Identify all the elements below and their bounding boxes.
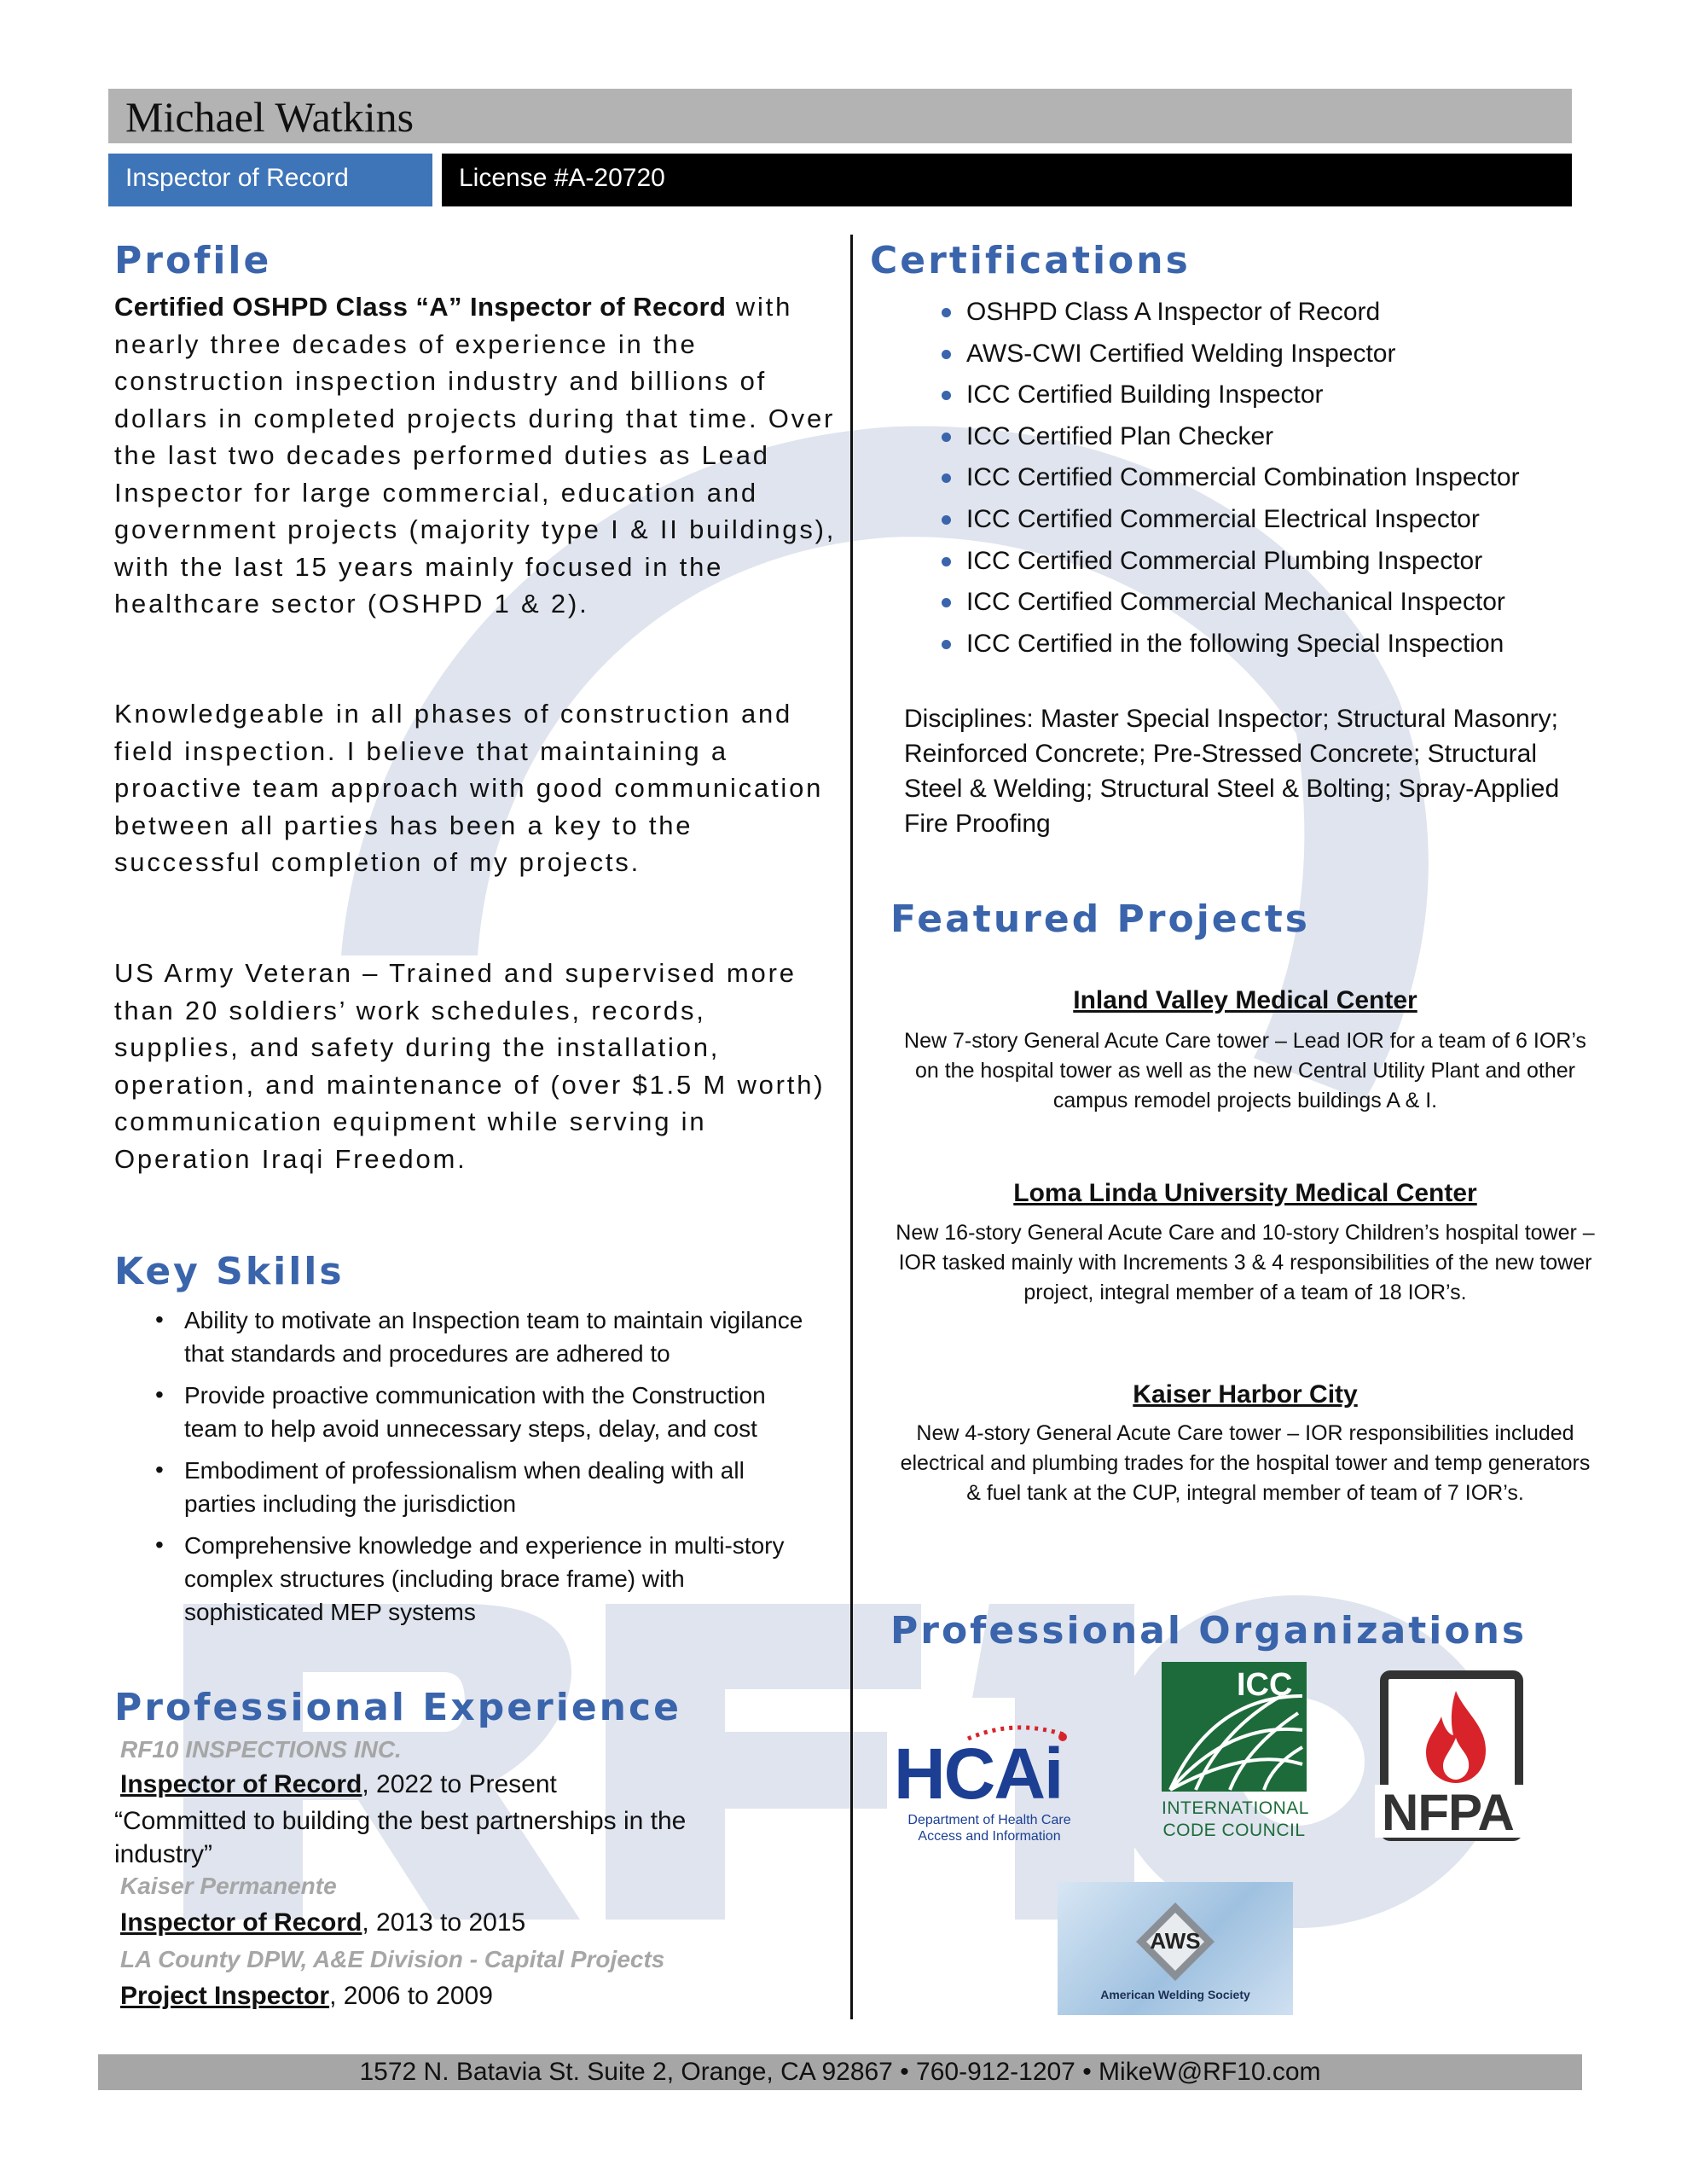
license-badge — [442, 154, 1572, 206]
certification-item: ICC Certified Commercial Combination Inspector — [870, 457, 1520, 499]
column-divider — [850, 235, 853, 2019]
certification-item: ICC Certified in the following Special Inspection — [870, 624, 1520, 665]
name-banner — [108, 89, 1572, 143]
experience-dates: , 2022 to Present — [362, 1770, 557, 1798]
icc-wordmark: ICC — [1237, 1667, 1293, 1703]
job-title: Inspector of Record — [125, 164, 349, 192]
experience-role-line — [120, 1770, 557, 1799]
nfpa-wordmark: NFPA — [1382, 1784, 1514, 1841]
profile-paragraph-2: Knowledgeable in all phases of construction and field inspection. I believe that maintaining a proactive team approach with good communication between all parties has been a key to the successful completion of my projects. — [114, 699, 824, 877]
contact-footer — [98, 2054, 1582, 2090]
project-title: Kaiser Harbor City — [1133, 1380, 1358, 1409]
profile-paragraph-1 — [114, 288, 848, 623]
project-title: Inland Valley Medical Center — [1073, 986, 1417, 1014]
key-skills-list — [114, 1304, 814, 1637]
certification-item: AWS-CWI Certified Welding Inspector — [870, 334, 1520, 375]
organizations-heading: Professional Organizations — [890, 1609, 1528, 1653]
certification-item: ICC Certified Building Inspector — [870, 375, 1520, 416]
experience-dates: , 2013 to 2015 — [362, 1908, 526, 1937]
certification-item: ICC Certified Plan Checker — [870, 416, 1520, 458]
certifications-list — [870, 292, 1520, 665]
experience-company: LA County DPW, A&E Division - Capital Projects — [120, 1946, 665, 1972]
featured-projects-heading: Featured Projects — [890, 897, 1310, 941]
aws-caption: American Welding Society — [1100, 1988, 1250, 2001]
key-skills-heading: Key Skills — [114, 1250, 345, 1293]
project-description: New 16-story General Acute Care and 10-story Children’s hospital tower – IOR tasked mainly with Increments 3 & 4 responsibilities of the new tower project, integral member of a team of 18 IOR’s. — [896, 1221, 1595, 1304]
project-title: Loma Linda University Medical Center — [1013, 1179, 1477, 1207]
skill-item: • Provide proactive communication with the Construction team to help avoid unnecessary steps, delay, and cost — [114, 1379, 814, 1445]
experience-role: Inspector of Record — [120, 1908, 362, 1937]
icc-caption-line1: INTERNATIONAL — [1162, 1798, 1309, 1818]
title-badge — [108, 154, 432, 206]
experience-role: Project Inspector — [120, 1982, 330, 2010]
experience-dates: , 2006 to 2009 — [329, 1982, 493, 2010]
profile-intro-text: with nearly three decades of experience in the construction inspection industry and billions of dollars in completed projects during that time. Over the last two decades performed duties as Lead Inspector for large commercial, education and government projects (majority type I & II buildings), with the last 15 years mainly focused in the healthcare sector (OSHPD 1 & 2). — [114, 292, 837, 619]
icc-caption-line2: CODE COUNCIL — [1162, 1821, 1306, 1840]
hcai-logo — [887, 1720, 1092, 1848]
certifications-heading: Certifications — [870, 239, 1191, 282]
company-quote: “Committed to building the best partnerships in the industry” — [114, 1807, 687, 1868]
profile-heading: Profile — [114, 239, 272, 282]
profile-intro-bold: Certified OSHPD Class “A” Inspector of Record — [114, 292, 727, 322]
flame-icon — [1417, 1691, 1494, 1785]
hcai-caption-line1: Department of Health Care — [907, 1813, 1071, 1827]
experience-heading: Professional Experience — [114, 1686, 681, 1729]
skill-item: • Embodiment of professionalism when dealing with all parties including the jurisdiction — [114, 1454, 814, 1520]
certification-item: ICC Certified Commercial Electrical Inspector — [870, 499, 1520, 541]
aws-logo — [1058, 1882, 1293, 2015]
certification-item: OSHPD Class A Inspector of Record — [870, 292, 1520, 334]
license-number: License #A-20720 — [459, 164, 665, 192]
hcai-wordmark: HCAi — [894, 1734, 1063, 1814]
person-name: Michael Watkins — [125, 93, 415, 141]
project-description: New 7-story General Acute Care tower – Lead IOR for a team of 6 IOR’s on the hospital tower as well as the new Central Utility Plant and other campus remodel projects buildings A & I. — [904, 1029, 1586, 1112]
certification-item: ICC Certified Commercial Mechanical Inspector — [870, 582, 1520, 624]
experience-role-line — [120, 1982, 493, 2011]
icc-logo — [1162, 1662, 1307, 1848]
nfpa-logo — [1375, 1665, 1537, 1846]
experience-company: Kaiser Permanente — [120, 1873, 337, 1899]
experience-role-line — [120, 1908, 525, 1937]
profile-paragraph-3: US Army Veteran – Trained and supervised more than 20 soldiers’ work schedules, records, supplies, and safety during the installation, operation, and maintenance of (over $1.5 M worth) communication equipment while serving in Operation Iraqi Freedom. — [114, 958, 826, 1174]
project-description: New 4-story General Acute Care tower – IOR responsibilities included electrical and plumbing trades for the hospital tower and temp generators & fuel tank at the CUP, integral member of team of 7 IOR’s. — [900, 1421, 1591, 1505]
certification-disciplines: Disciplines: Master Special Inspector; Structural Masonry; Reinforced Concrete; Pre-Stressed Concrete; Structural Steel & Welding; Structural Steel & Bolting; Spray-Applied Fire Proofing — [904, 705, 1560, 838]
skill-item: • Ability to motivate an Inspection team to maintain vigilance that standards and procedures are adhered to — [114, 1304, 814, 1370]
experience-company: RF10 INSPECTIONS INC. — [120, 1736, 402, 1763]
certification-item: ICC Certified Commercial Plumbing Inspector — [870, 541, 1520, 583]
icc-logo-mark — [1162, 1662, 1307, 1792]
contact-info: 1572 N. Batavia St. Suite 2, Orange, CA 92867 • 760-912-1207 • MikeW@RF10.com — [359, 2058, 1321, 2086]
hcai-caption-line2: Access and Information — [918, 1829, 1061, 1844]
experience-role: Inspector of Record — [120, 1770, 362, 1798]
aws-wordmark: AWS — [1150, 1928, 1201, 1954]
skill-item: • Comprehensive knowledge and experience in multi-story complex structures (including brace frame) with sophisticated MEP systems — [114, 1529, 814, 1629]
